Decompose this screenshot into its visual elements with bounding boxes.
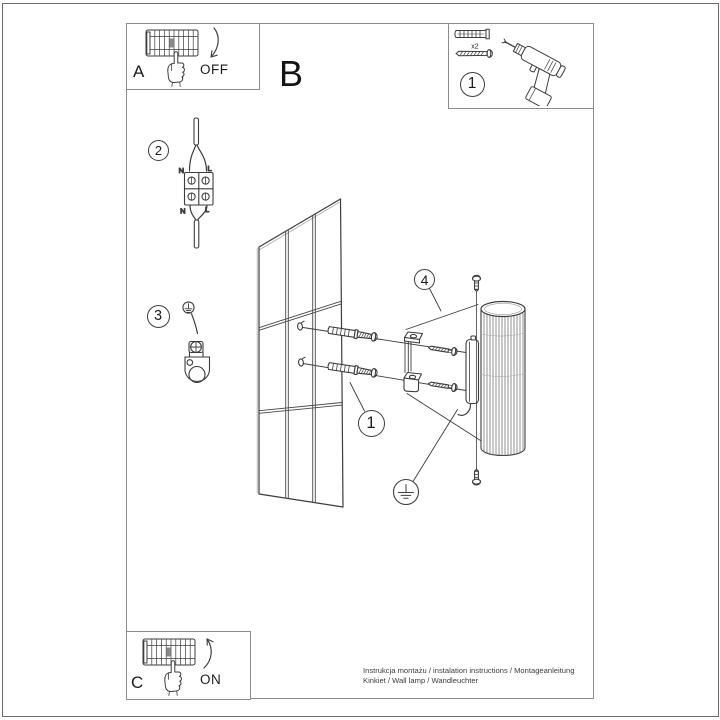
box-c-label: C [131, 673, 144, 692]
hand-icon [168, 52, 185, 87]
bracket-screw-icon [428, 344, 458, 392]
parts-item-1-badge: 1 [460, 72, 485, 97]
footer-text [363, 666, 574, 686]
wire-label-l-top: L [207, 164, 212, 173]
lamp-backplate-icon [458, 336, 479, 415]
wire-label-n-bottom: N [180, 206, 186, 216]
fuse-box-icon [146, 30, 198, 56]
callout-1-leader [350, 383, 365, 412]
fuse-box-icon [143, 639, 195, 665]
switch-off-label: OFF [200, 62, 229, 77]
wire-label-l-bottom: L [205, 205, 210, 214]
lamp-body-icon [481, 302, 525, 456]
arrow-up-icon [204, 639, 213, 668]
step-2-badge: 2 [148, 140, 169, 161]
hand-icon [165, 661, 182, 696]
step-c-panel [126, 631, 251, 700]
anchor-quantity-label: x2 [471, 43, 479, 51]
footer-line-2: Kinkiet / Wall lamp / Wandleuchter [363, 675, 479, 685]
step-3-badge: 3 [147, 305, 170, 328]
callout-4-leader [430, 289, 442, 312]
section-b-letter: B [279, 53, 304, 94]
terminal-block-icon [185, 118, 214, 248]
earth-symbol-icon [394, 480, 419, 505]
lamp-bracket-icon [185, 342, 210, 383]
lamp-top-screw-icon [473, 275, 481, 291]
wall-anchor-screw-icon [327, 326, 377, 378]
wall-plug-icon [455, 29, 489, 38]
switch-on-label: ON [200, 672, 222, 687]
wire-label-n-top: N [178, 166, 184, 175]
mounting-screw-icon [456, 50, 492, 58]
arrow-down-icon [211, 28, 218, 57]
tiled-wall [257, 199, 343, 507]
screw-axis-lines [303, 328, 466, 391]
box-a-label: A [133, 62, 145, 81]
step-a-panel [126, 23, 260, 90]
drill-icon [484, 34, 568, 106]
footer-line-1: Instrukcja montażu / instalation instructions / Montageanleitung [363, 665, 575, 675]
earth-leader [413, 410, 458, 482]
earth-connection-icon [183, 302, 198, 334]
callout-4-badge: 4 [414, 269, 435, 290]
callout-1-badge: 1 [358, 410, 385, 437]
lamp-wire [458, 404, 471, 416]
lamp-bottom-screw-icon [473, 469, 481, 485]
